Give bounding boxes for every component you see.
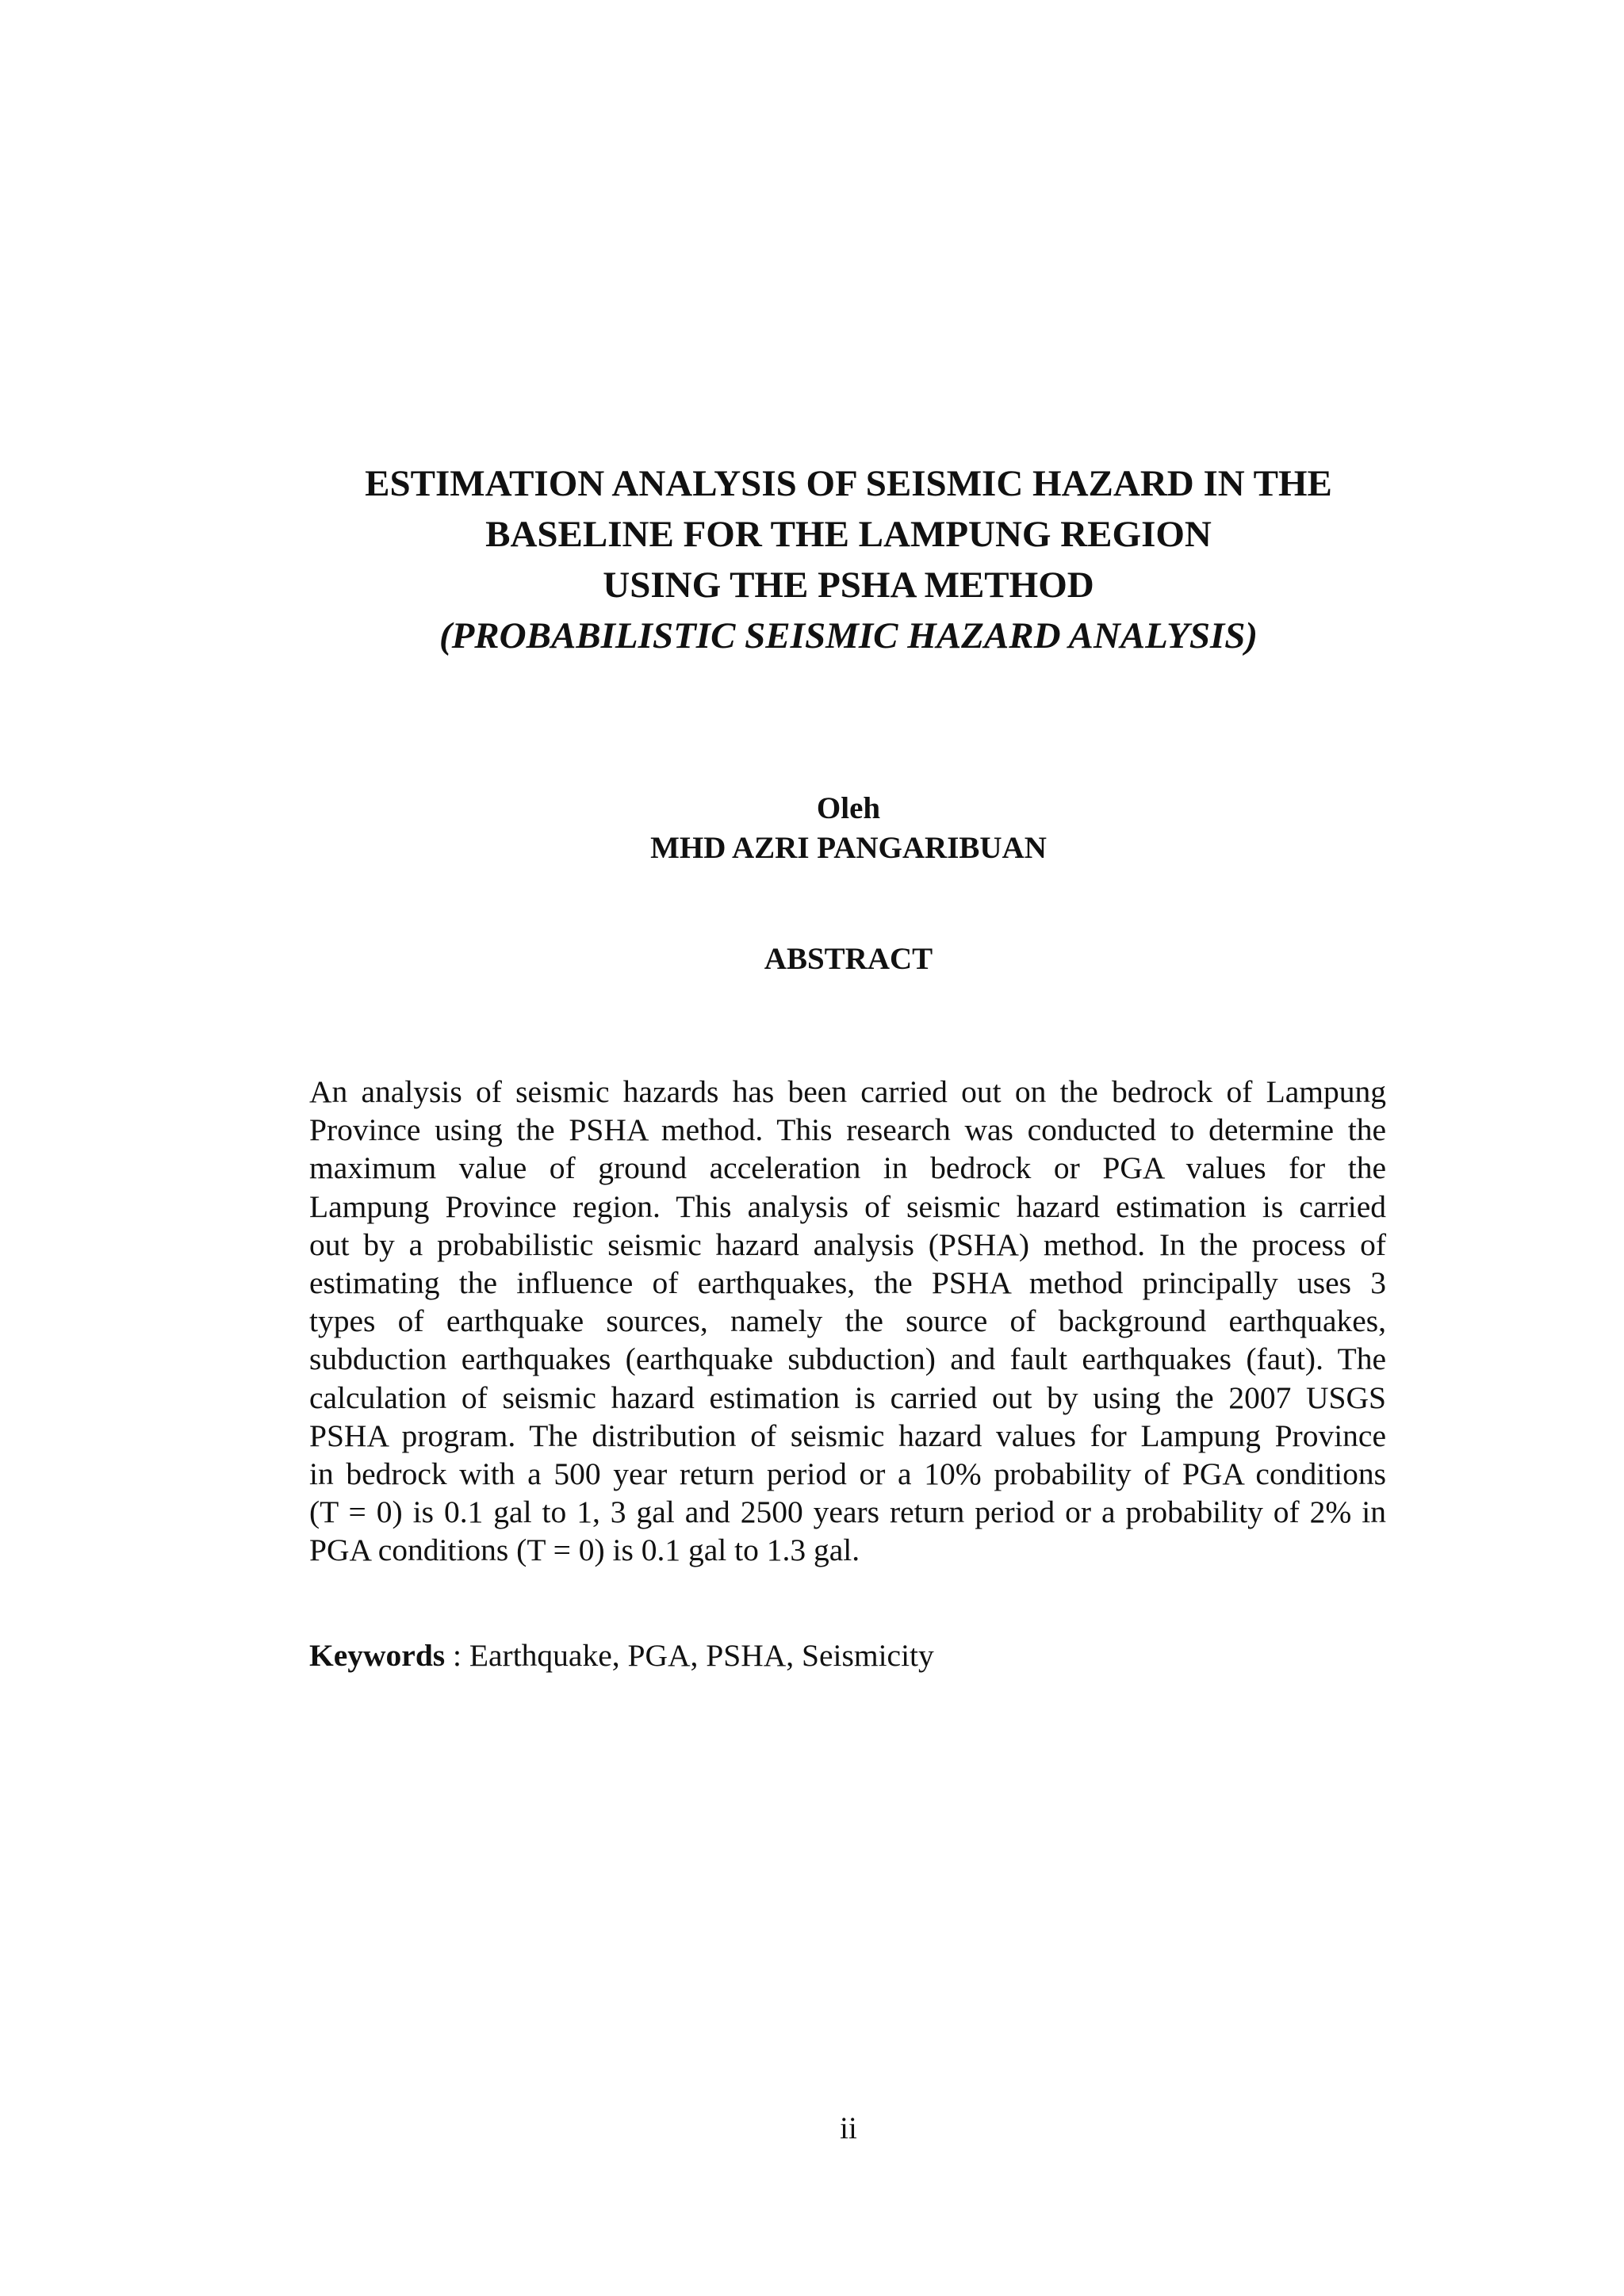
keywords-label: Keywords [309, 1638, 446, 1673]
abstract-line: PGA conditions (T = 0) is 0.1 gal to 1.3 gal. [309, 1533, 860, 1568]
abstract-line: maximum value of ground acceleration in bedrock or PGA values for the [309, 1150, 1386, 1186]
abstract-heading: ABSTRACT [764, 942, 933, 976]
abstract-line: out by a probabilistic seismic hazard analysis (PSHA) method. In the process of [309, 1226, 1386, 1262]
paper-title [0, 458, 1624, 661]
page-number: ii [840, 2111, 857, 2145]
abstract-line: in bedrock with a 500 year return period or a 10% probability of PGA conditions [309, 1456, 1386, 1491]
title-line-2: BASELINE FOR THE LAMPUNG REGION [485, 514, 1212, 555]
abstract-line: estimating the influence of earthquakes, the PSHA method principally uses 3 [309, 1265, 1386, 1300]
abstract-line: Lampung Province region. This analysis of seismic hazard estimation is carried [309, 1188, 1386, 1224]
keywords-value: Earthquake, PGA, PSHA, Seismicity [469, 1638, 934, 1673]
abstract-line: An analysis of seismic hazards has been carried out on the bedrock of Lampung [309, 1074, 1386, 1109]
author-by-label: Oleh [816, 791, 881, 825]
abstract-body [309, 1073, 1386, 1569]
abstract-line: (T = 0) is 0.1 gal to 1, 3 gal and 2500 years return period or a probability of 2% in [309, 1494, 1386, 1530]
abstract-line: PSHA program. The distribution of seismic hazard values for Lampung Province [309, 1418, 1386, 1453]
abstract-line: calculation of seismic hazard estimation is carried out by using the 2007 USGS [309, 1380, 1386, 1415]
abstract-line: types of earthquake sources, namely the source of background earthquakes, [309, 1303, 1386, 1339]
keywords-line [309, 1636, 934, 1675]
title-line-1: ESTIMATION ANALYSIS OF SEISMIC HAZARD IN THE [365, 463, 1332, 504]
title-line-3: USING THE PSHA METHOD [603, 564, 1094, 606]
keywords-separator: : [445, 1638, 469, 1673]
title-line-4: (PROBABILISTIC SEISMIC HAZARD ANALYSIS) [439, 615, 1258, 656]
author-name: MHD AZRI PANGARIBUAN [650, 831, 1047, 865]
author-block [0, 789, 1624, 868]
abstract-line: subduction earthquakes (earthquake subduction) and fault earthquakes (faut). The [309, 1341, 1386, 1377]
abstract-line: Province using the PSHA method. This research was conducted to determine the [309, 1112, 1386, 1148]
